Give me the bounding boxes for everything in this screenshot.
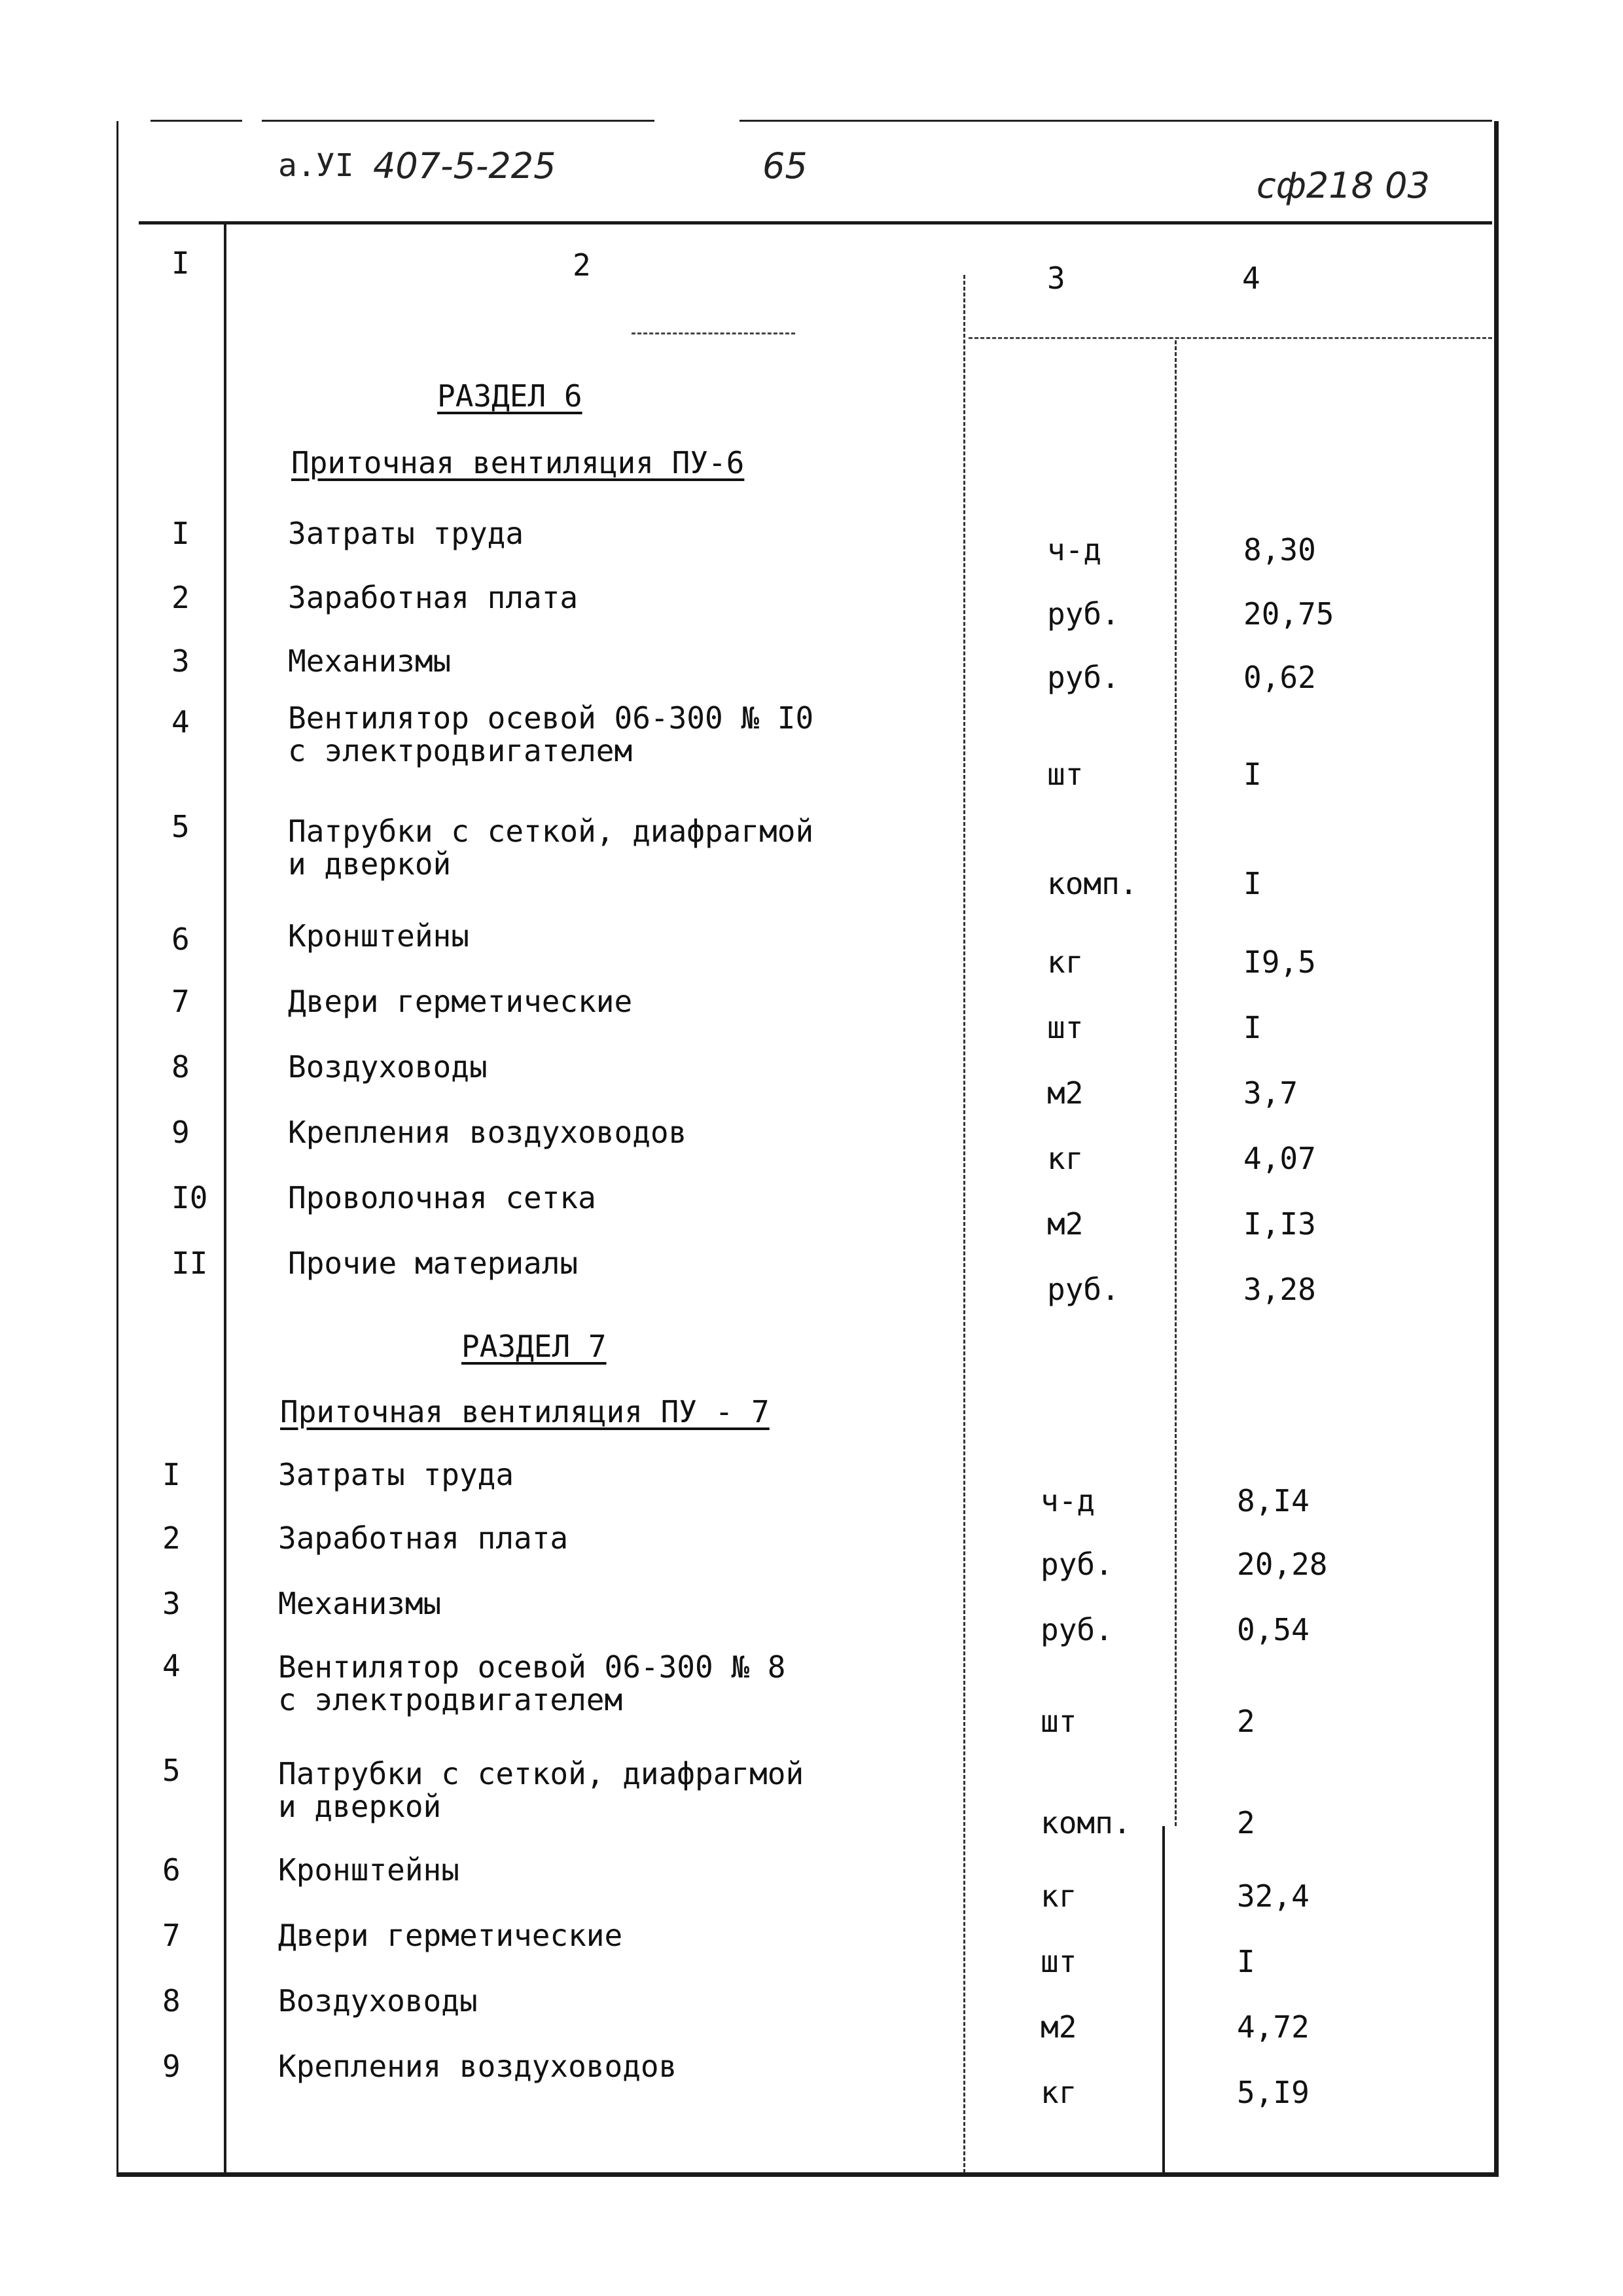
column-header-4: 4 <box>1242 260 1260 296</box>
row-quantity: I9,5 <box>1243 944 1316 980</box>
row-unit: руб. <box>1041 1612 1113 1647</box>
header-left-code: а.УI <box>278 147 354 184</box>
row-name: Патрубки с сеткой, диафрагмой и дверкой <box>278 1756 804 1824</box>
row-quantity: I <box>1243 866 1262 901</box>
row-name: Крепления воздуховодов <box>288 1115 687 1150</box>
column-header-2: 2 <box>573 247 591 283</box>
row-number: 8 <box>162 1983 181 2018</box>
row-quantity: 4,72 <box>1237 2009 1310 2045</box>
section-title: РАЗДЕЛ 6 <box>437 378 582 414</box>
row-quantity: 20,75 <box>1243 596 1334 632</box>
row-name: Кронштейны <box>278 1852 459 1888</box>
header-handwritten-number: 407-5-225 <box>373 145 556 187</box>
header-rule <box>139 221 1492 224</box>
header-page-number: 65 <box>762 145 808 187</box>
row-unit: м2 <box>1047 1075 1084 1111</box>
row-unit: ч-д <box>1041 1483 1096 1518</box>
row-quantity: 2 <box>1237 1704 1255 1739</box>
row-number: 5 <box>171 809 190 844</box>
row-name: Заработная плата <box>288 580 579 615</box>
row-number: 3 <box>171 643 190 679</box>
header-dash <box>969 337 1492 339</box>
row-name: Двери герметические <box>278 1918 623 1953</box>
row-quantity: I,I3 <box>1243 1206 1316 1242</box>
row-unit: ч-д <box>1047 532 1102 567</box>
row-number: 2 <box>162 1520 181 1556</box>
row-number: 6 <box>171 922 190 957</box>
row-name: Затраты труда <box>288 516 524 551</box>
column-header-1: I <box>171 245 190 281</box>
row-number: 5 <box>162 1753 181 1788</box>
row-name: Заработная плата <box>278 1520 569 1556</box>
row-unit: кг <box>1041 2075 1077 2110</box>
section-title: РАЗДЕЛ 7 <box>461 1329 607 1364</box>
row-unit: кг <box>1047 944 1084 980</box>
row-unit: шт <box>1041 1944 1077 1979</box>
row-name: Патрубки с сеткой, диафрагмой и дверкой <box>288 814 814 882</box>
row-name: Проволочная сетка <box>288 1180 596 1215</box>
row-quantity: 20,28 <box>1237 1547 1328 1582</box>
top-border-segment <box>740 120 1492 122</box>
row-number: 4 <box>171 704 190 740</box>
row-name: Воздуховоды <box>278 1983 478 2018</box>
row-unit: м2 <box>1041 2009 1077 2045</box>
row-number: 8 <box>171 1049 190 1085</box>
row-unit: руб. <box>1041 1547 1113 1582</box>
section-subtitle: Приточная вентиляция ПУ-6 <box>291 445 745 480</box>
top-border-segment <box>262 120 654 122</box>
header-right-code: сф218 03 <box>1257 165 1430 206</box>
row-name: Затраты труда <box>278 1457 514 1492</box>
section-subtitle: Приточная вентиляция ПУ - 7 <box>280 1394 770 1429</box>
row-unit: шт <box>1047 757 1084 792</box>
row-unit: комп. <box>1041 1805 1132 1840</box>
row-number: 7 <box>171 984 190 1019</box>
row-quantity: 3,7 <box>1243 1075 1298 1111</box>
top-border-segment <box>151 120 242 122</box>
row-quantity: 0,54 <box>1237 1612 1310 1647</box>
row-quantity: 4,07 <box>1243 1141 1316 1176</box>
column-divider-3-solid <box>1162 1826 1165 2174</box>
row-unit: кг <box>1047 1141 1084 1176</box>
row-quantity: 8,30 <box>1243 532 1316 567</box>
row-name: Воздуховоды <box>288 1049 488 1085</box>
row-quantity: I <box>1243 1010 1262 1045</box>
row-number: I <box>171 516 190 551</box>
row-name: Кронштейны <box>288 918 469 954</box>
column-divider-2 <box>963 275 965 2173</box>
row-quantity: 3,28 <box>1243 1272 1316 1307</box>
row-unit: комп. <box>1047 866 1138 901</box>
row-number: I <box>162 1457 181 1492</box>
row-name: Вентилятор осевой 06-300 № 8 с электродвигателем <box>278 1649 786 1717</box>
column-divider-1 <box>224 223 226 2174</box>
row-number: II <box>171 1246 208 1281</box>
row-unit: шт <box>1047 1010 1084 1045</box>
row-quantity: I <box>1237 1944 1255 1979</box>
row-unit: шт <box>1041 1704 1077 1739</box>
column-header-3: 3 <box>1047 260 1065 296</box>
row-number: 6 <box>162 1852 181 1888</box>
column-divider-3 <box>1175 340 1177 1826</box>
row-number: 9 <box>171 1115 190 1150</box>
row-quantity: 2 <box>1237 1805 1255 1840</box>
row-number: 3 <box>162 1586 181 1621</box>
row-name: Механизмы <box>278 1586 442 1621</box>
row-quantity: I <box>1243 757 1262 792</box>
row-unit: руб. <box>1047 1272 1120 1307</box>
header-dash <box>632 332 795 334</box>
row-number: 4 <box>162 1648 181 1683</box>
row-quantity: 8,I4 <box>1237 1483 1310 1518</box>
row-name: Крепления воздуховодов <box>278 2049 677 2084</box>
row-number: 2 <box>171 580 190 615</box>
row-unit: руб. <box>1047 596 1120 632</box>
row-quantity: 0,62 <box>1243 660 1316 695</box>
row-number: I0 <box>171 1180 208 1215</box>
row-quantity: 32,4 <box>1237 1878 1310 1914</box>
row-unit: руб. <box>1047 660 1120 695</box>
row-unit: кг <box>1041 1878 1077 1914</box>
row-name: Двери герметические <box>288 984 633 1019</box>
row-name: Механизмы <box>288 643 452 679</box>
row-number: 7 <box>162 1918 181 1953</box>
row-name: Прочие материалы <box>288 1246 579 1281</box>
row-quantity: 5,I9 <box>1237 2075 1310 2110</box>
row-name: Вентилятор осевой 06-300 № I0 с электродвигателем <box>288 700 814 768</box>
row-unit: м2 <box>1047 1206 1084 1242</box>
row-number: 9 <box>162 2049 181 2084</box>
